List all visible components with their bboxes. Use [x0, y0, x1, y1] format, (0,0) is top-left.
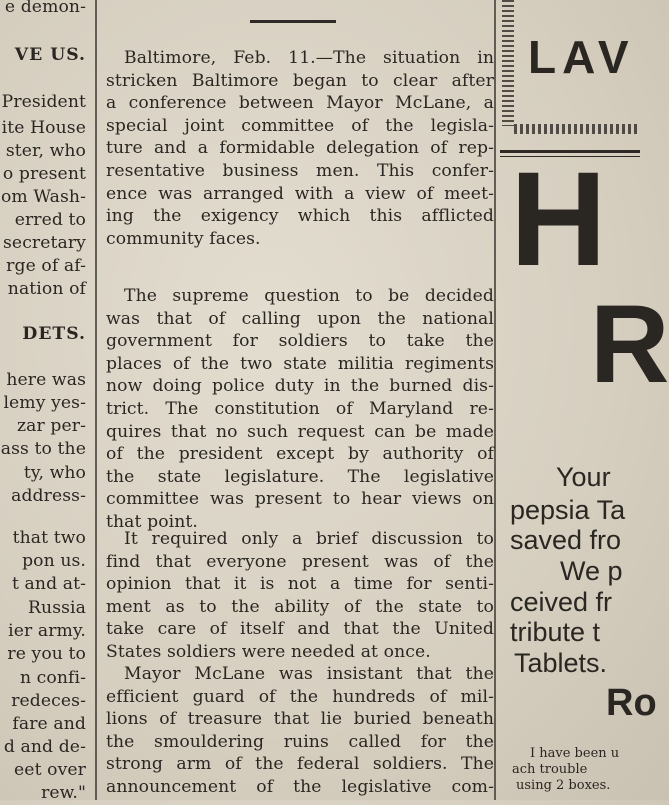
article-line: community faces. — [106, 228, 261, 249]
left-column-line: DETS. — [22, 324, 86, 344]
article-line: announcement of the legislative com- — [106, 777, 494, 797]
article-line: strong arm of the federal soldiers. The — [106, 754, 494, 775]
left-column-line: ier army. — [8, 621, 86, 641]
article-line: opinion that it is not a time for senti- — [106, 574, 494, 595]
column-rule-right — [494, 0, 496, 800]
article-line: now doing police duty in the burned dis- — [106, 376, 494, 397]
left-column-line: om Wash- — [0, 187, 86, 207]
left-column-line: that two — [12, 528, 86, 548]
article-line: States soldiers were needed at once. — [106, 642, 431, 662]
article-separator-rule — [250, 20, 336, 23]
article-line: lions of treasure that lie buried beneath — [106, 709, 494, 730]
ad-subheading: Ro — [606, 682, 657, 724]
article-line: The supreme question to be decided — [124, 286, 494, 306]
article-line: Baltimore, Feb. 11.—The situation in — [124, 48, 494, 68]
left-column-line: re you to — [7, 644, 86, 664]
left-column-line: ass to the — [0, 439, 86, 459]
article-line: of the president except by authority of — [106, 444, 494, 465]
article-line: Mayor McLane was insistant that the — [124, 664, 494, 684]
left-column-line: President — [1, 92, 86, 112]
left-column-line: address- — [11, 486, 86, 506]
article-column — [100, 0, 492, 800]
article-line: resentative business men. This confer- — [106, 161, 494, 181]
article-line: a conference between Mayor McLane, a — [106, 93, 494, 114]
left-column-line: here was — [6, 370, 86, 390]
ad-small-line: using 2 boxes. — [516, 778, 611, 793]
article-line: ing the exigency which this afflicted — [106, 206, 494, 227]
ad-body-line: Tablets. — [514, 648, 608, 678]
article-line: quires that no such request can be made — [106, 421, 494, 442]
article-line: committee was present to hear views on — [106, 489, 494, 510]
left-column-line: pon us. — [22, 551, 86, 571]
left-column-line: zar per- — [17, 416, 86, 436]
ad-body-line: saved fro — [510, 525, 622, 555]
article-line: was that of calling upon the national — [106, 308, 494, 329]
ad-body-line: pepsia Ta — [510, 495, 626, 525]
article-line: efficient guard of the hundreds of mil- — [106, 686, 494, 707]
left-column-line: ite House — [1, 118, 86, 138]
left-column-line: ster, who — [5, 141, 86, 161]
article-line: that point. — [106, 512, 198, 532]
article-line: special joint committee of the legisla- — [106, 115, 494, 136]
left-column-line: o present — [2, 164, 86, 184]
ad-body-line: ceived fr — [510, 587, 613, 617]
article-line: the smouldering ruins called for the — [106, 731, 494, 752]
left-column-line: e demon- — [4, 0, 86, 17]
left-column-line: t and at- — [11, 574, 86, 594]
left-column-line: nation of — [7, 279, 86, 299]
article-line: find that everyone present was of the — [106, 551, 494, 572]
article-line: ence was arranged with a view of meet- — [106, 183, 494, 204]
ad-body-line: We p — [560, 556, 623, 586]
left-column-line: Russia — [28, 598, 86, 618]
article-line: government for soldiers to take the — [106, 331, 494, 352]
left-column-line: rew." — [41, 783, 86, 803]
left-column-line: rge of af- — [6, 256, 86, 276]
left-column-line: fare and — [12, 714, 86, 734]
left-column-line: secretary — [3, 233, 86, 253]
ad-border-vertical — [502, 0, 514, 126]
left-column-line: VE US. — [14, 45, 86, 65]
article-line: stricken Baltimore began to clear after — [106, 70, 494, 91]
left-column-line: eet over — [14, 760, 86, 780]
article-line: It required only a brief discussion to — [124, 529, 494, 549]
article-line: take care of itself and that the United — [106, 619, 494, 640]
left-column-line: erred to — [14, 210, 86, 230]
left-column-line: redeces- — [11, 691, 86, 711]
article-line: ment as to the ability of the state to — [106, 596, 494, 617]
ad-small-line: I have been u — [530, 746, 620, 761]
ad-small-line: ach trouble — [512, 762, 588, 777]
ad-top-heading: LAV — [528, 31, 635, 83]
left-column-line: n confi- — [19, 668, 86, 688]
article-line: trict. The constitution of Maryland re- — [106, 399, 494, 419]
left-column-line: d and de- — [3, 737, 86, 757]
ad-body-line: Your — [556, 462, 611, 492]
ad-body-line: tribute t — [510, 617, 601, 647]
column-rule-left — [95, 0, 97, 800]
left-column-line: ty, who — [23, 463, 86, 483]
article-line: ture and a formidable delegation of rep- — [106, 138, 494, 159]
left-column — [0, 0, 92, 803]
ad-border-horizontal — [514, 124, 640, 134]
article-line: the state legislature. The legislative — [106, 466, 494, 487]
left-column-line: lemy yes- — [3, 393, 86, 413]
ad-big-letter-1: H — [510, 145, 607, 294]
article-line: places of the two state militia regiments — [106, 353, 494, 374]
ad-big-letter-2: R — [590, 283, 669, 406]
